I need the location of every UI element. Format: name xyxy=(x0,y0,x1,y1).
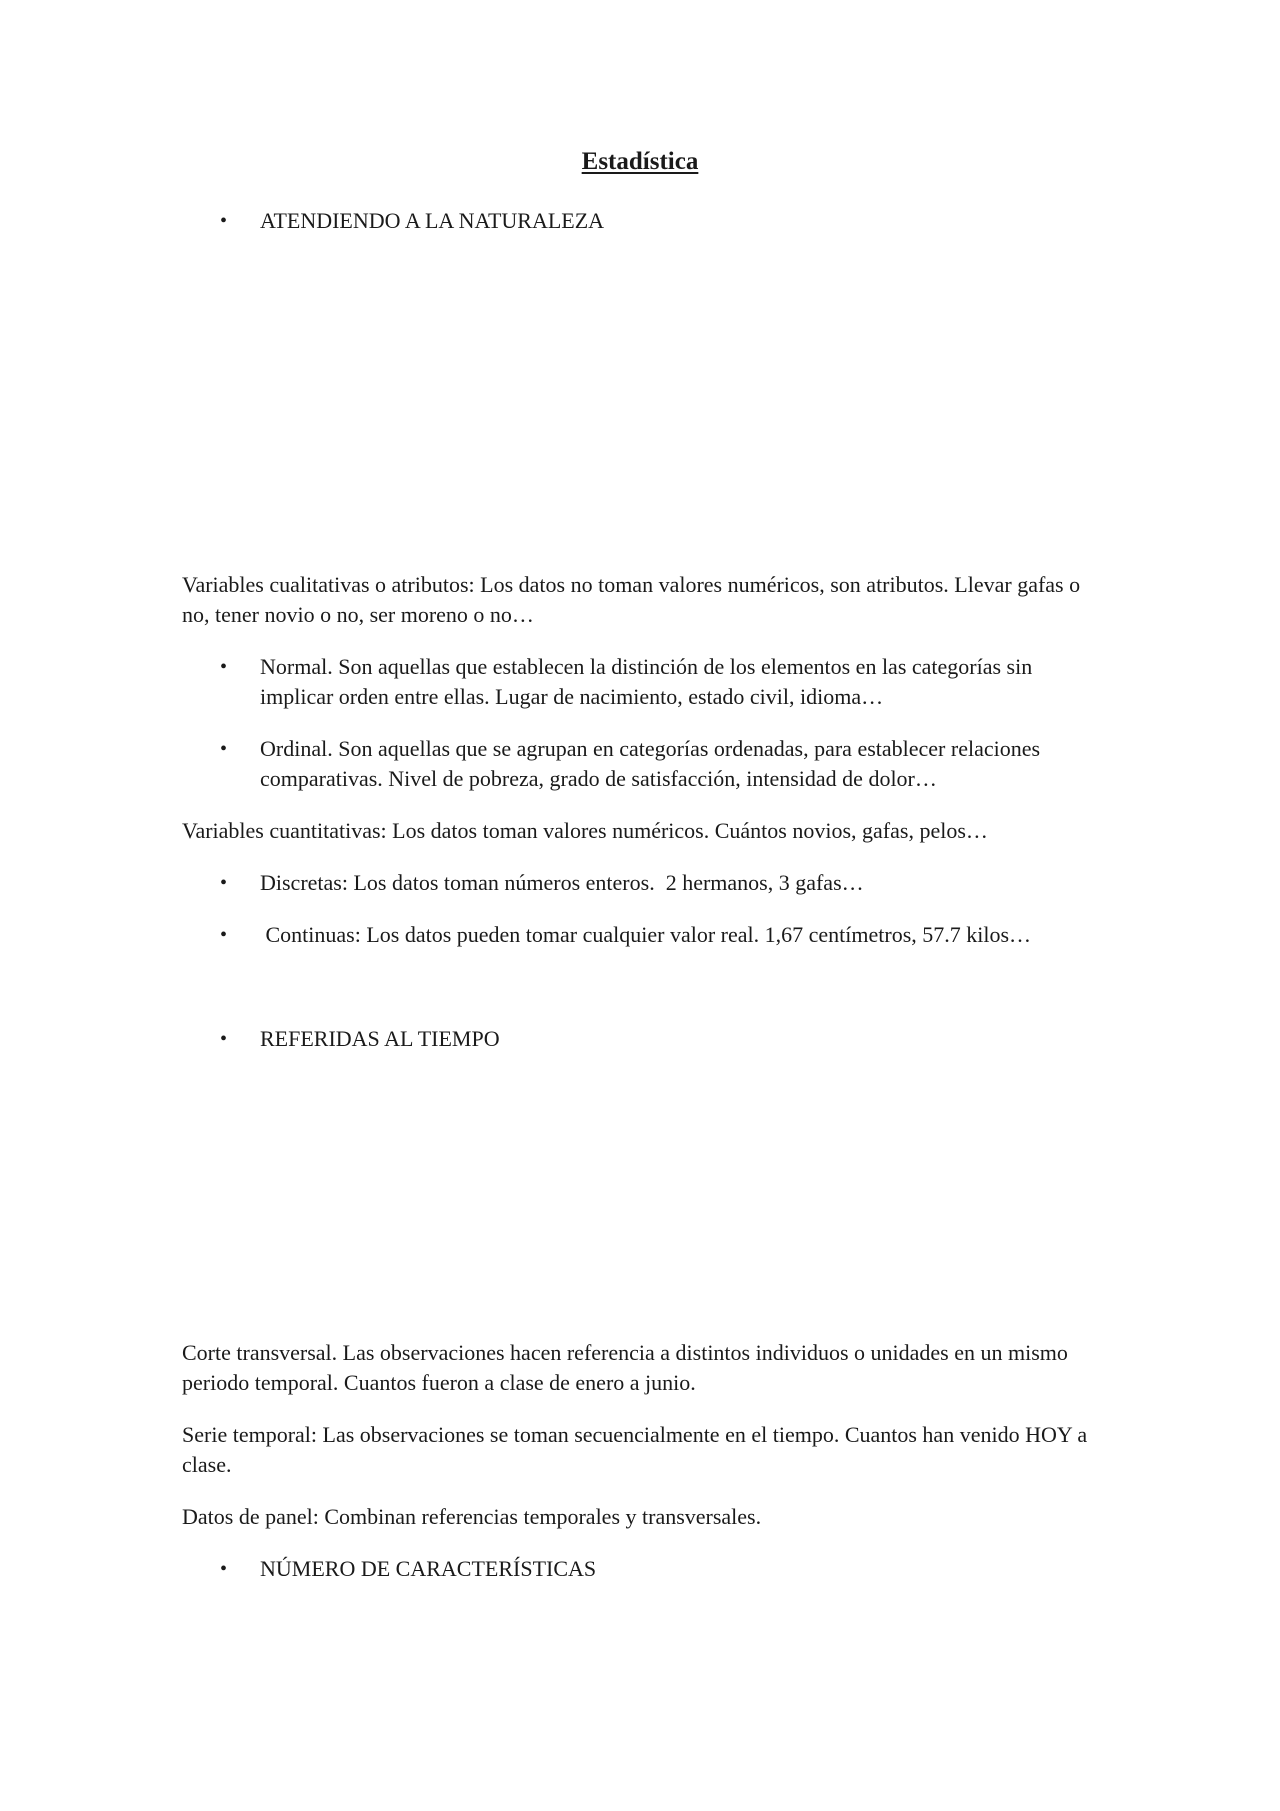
bullet-icon: • xyxy=(220,872,228,894)
bullet-ordinal: Ordinal. Son aquellas que se agrupan en categorías ordenadas, para establecer relaciones comparativas. Nivel de pobreza, grado de satisfacción, intensidad de dolor… xyxy=(260,736,1041,791)
section-heading-caracteristicas: NÚMERO DE CARACTERÍSTICAS xyxy=(260,1556,597,1581)
paragraph-datos-panel: Datos de panel: Combinan referencias temporales y transversales. xyxy=(182,1504,762,1529)
bullet-icon: • xyxy=(220,738,228,760)
bullet-icon: • xyxy=(220,1558,228,1580)
bullet-icon: • xyxy=(220,210,228,232)
section-heading-naturaleza: ATENDIENDO A LA NATURALEZA xyxy=(260,208,605,233)
bullet-normal: Normal. Son aquellas que establecen la distinción de los elementos en las categorías sin implicar orden entre ellas. Lugar de nacimiento, estado civil, idioma… xyxy=(260,654,1033,709)
bullet-icon: • xyxy=(220,1028,228,1050)
paragraph-corte-transversal: Corte transversal. Las observaciones hacen referencia a distintos individuos o unidades en un mismo periodo temporal. Cuantos fueron a clase de enero a junio. xyxy=(182,1340,1068,1395)
bullet-discretas: Discretas: Los datos toman números enteros. 2 hermanos, 3 gafas… xyxy=(260,870,864,895)
document-title: Estadística xyxy=(581,148,699,175)
paragraph-cuantitativas: Variables cuantitativas: Los datos toman valores numéricos. Cuántos novios, gafas, pelos… xyxy=(182,818,988,843)
paragraph-serie-temporal: Serie temporal: Las observaciones se toman secuencialmente en el tiempo. Cuantos han venido HOY a clase. xyxy=(182,1422,1088,1477)
bullet-icon: • xyxy=(220,656,228,678)
bullet-continuas: Continuas: Los datos pueden tomar cualquier valor real. 1,67 centímetros, 57.7 kilos… xyxy=(260,922,1032,947)
paragraph-cualitativas: Variables cualitativas o atributos: Los datos no toman valores numéricos, son atributos. Llevar gafas o no, tener novio o no, ser moreno o no… xyxy=(182,572,1081,627)
section-heading-tiempo: REFERIDAS AL TIEMPO xyxy=(260,1026,500,1051)
bullet-icon: • xyxy=(220,924,228,946)
